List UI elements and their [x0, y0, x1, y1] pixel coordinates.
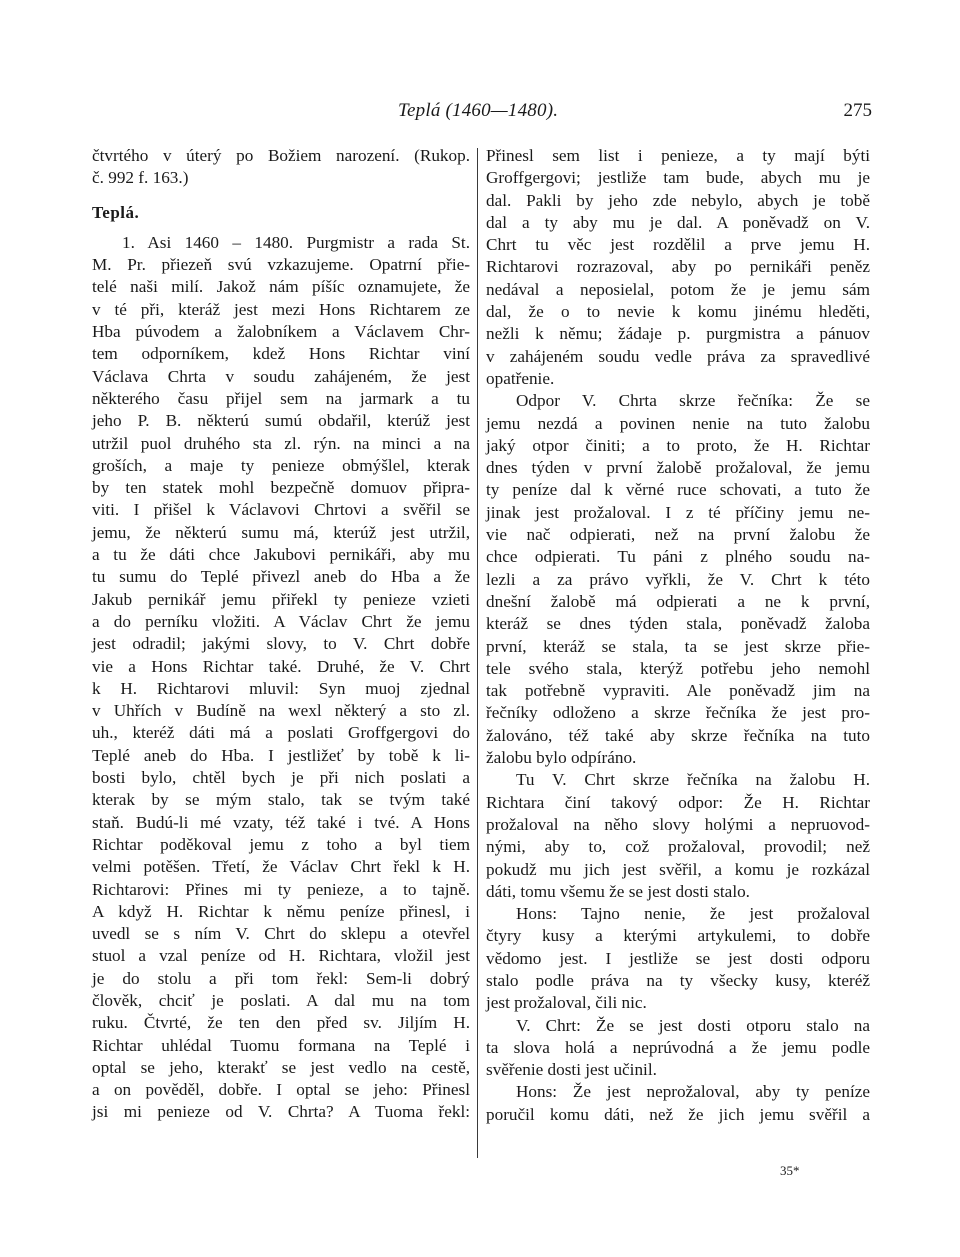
- text-line: Václava Chrta v soudu zahájeném, že jest: [92, 366, 470, 386]
- text-line: jsi mi penieze od V. Chrta? A Tuoma řekl:: [92, 1102, 470, 1122]
- left-column: [92, 145, 470, 1124]
- text-line: Groffgergovi; jestliže tam bude, abych mu je: [486, 168, 870, 188]
- text-line: v Uhřích v Budíně na wexl některý a sto zl.: [92, 701, 470, 721]
- text-line: člověk, chciť je poslati. A dal mu na tom: [92, 990, 470, 1010]
- text-line: ta slova holá a neprúvodná a že jemu podle: [486, 1037, 870, 1057]
- text-line: Odpor V. Chrta skrze řečníka: Že se: [516, 391, 870, 411]
- paragraph: [486, 145, 870, 390]
- text-line: žalobu bylo odpíráno.: [486, 748, 637, 768]
- text-line: dnes týden v první žalobě prožaloval, že jemu: [486, 458, 870, 478]
- paragraph: [486, 1081, 870, 1126]
- text-line: jaký otpor činiti; a to proto, že H. Richtar: [486, 435, 870, 455]
- paragraph: [486, 1015, 870, 1082]
- column-divider: [477, 148, 478, 1158]
- text-line: Tu V. Chrt skrze řečníka na žalobu H.: [516, 770, 870, 790]
- text-line: č. 992 f. 163.): [92, 168, 189, 188]
- text-line: žalováno, též také aby skrze řečníka na tuto: [486, 725, 870, 745]
- text-line: jemu nezdá a povinen nenie na tuto žalobu: [486, 413, 870, 433]
- paragraph: [486, 390, 870, 769]
- text-line: utržil puol druhého sta zl. rýn. na minci a na: [92, 433, 470, 453]
- text-line: některého času přijel sem na jarmark a tu: [92, 388, 470, 408]
- text-line: uvedl se s ním V. Chrt do sklepu a otevřel: [92, 924, 470, 944]
- text-line: ty peníze dal k věrné ruce schovati, a tuto že: [486, 480, 870, 500]
- text-line: Chrt tu věc jest rozdělil a prve jemu H.: [486, 235, 870, 255]
- text-line: k H. Richtarovi mluvil: Syn muoj zjednal: [92, 678, 470, 698]
- text-line: Hba púvodem a žalobníkem a Václavem Chr-: [92, 322, 470, 342]
- text-line: Richtarovi: Přines mi ty penieze, a to tajně.: [92, 879, 470, 899]
- text-line: stuol a vzal peníze od H. Richtara, vložil jest: [92, 946, 470, 966]
- text-line: dáti, tomu všemu že se jest dosti stalo.: [486, 881, 750, 901]
- text-line: jest odradil; jakými slovy, to V. Chrt dobře: [92, 634, 470, 654]
- text-line: vie a Hons Richtar také. Druhé, že V. Chrt: [92, 656, 470, 676]
- text-line: dal. Pakli by jeho zde nebylo, abych je tobě: [486, 190, 870, 210]
- text-line: svěřenie dosti jest učinil.: [486, 1060, 657, 1080]
- text-line: V. Chrt: Že se jest dosti otporu stalo na: [516, 1015, 870, 1035]
- paragraph: [486, 769, 870, 903]
- text-line: A když H. Richtar k němu peníze přinesl, i: [92, 901, 470, 921]
- text-line: tele svého stala, kterýž potřebu jeho nemohl: [486, 658, 870, 678]
- text-line: tem odporníkem, kdež Hons Richtar viní: [92, 344, 470, 364]
- text-line: pokudž mu jich jest svěřil, a komu je rozkázal: [486, 859, 870, 879]
- text-line: čtyry kusy a kterými artykulemi, to dobře: [486, 926, 870, 946]
- text-line: v té při, kteráž jest mezi Hons Richtarem ze: [92, 299, 470, 319]
- text-line: tu sumu do Teplé přivezl aneb do Hba a že: [92, 567, 470, 587]
- text-line: dal a ty aby mu je dal. A poněvadž on V.: [486, 212, 870, 232]
- text-line: nedával a neposielal, potom že je jemu sám: [486, 279, 870, 299]
- text-line: a tu že dáti chce Jakubovi pernikáři, aby mu: [92, 545, 470, 565]
- text-line: stalo podle práva na ty všecky kusy, kteréž: [486, 970, 870, 990]
- signature-mark: 35*: [780, 1163, 800, 1178]
- text-line: bosti bylo, chtěl bych je při nich poslati a: [92, 768, 470, 788]
- text-line: a do perníku vložiti. A Václav Chrt že jemu: [92, 611, 470, 631]
- text-line: velmi potěšen. Třetí, že Václav Chrt řekl k H.: [92, 857, 470, 877]
- text-line: první, kteráž se stala, ta se jest skrze přie-: [486, 636, 870, 656]
- text-line: tak potřebně vypraviti. Ale poněvadž jim na: [486, 681, 870, 701]
- text-line: viti. I přišel k Václavovi Chrtovi a svěřil se: [92, 500, 470, 520]
- text-line: v zahájeném soudu vedle práva za spravedlivé: [486, 346, 870, 366]
- right-column: [486, 145, 870, 1126]
- text-line: jinak jest prožaloval. I z té příčiny jemu ne-: [486, 502, 870, 522]
- text-line: lezli a za právo vyřkli, že V. Chrt k této: [486, 569, 870, 589]
- text-line: nými, aby to, což prožaloval, provodil; než: [486, 837, 870, 857]
- page-number: 275: [843, 100, 872, 121]
- text-line: chce odpierati. Tu páni z plného soudu na-: [486, 547, 870, 567]
- text-line: Richtara činí takový odpor: Že H. Richtar: [486, 792, 870, 812]
- text-line: dnešní žalobě má odpierati a ne k první,: [486, 591, 870, 611]
- text-line: vie nač odpierati, než na první žalobu že: [486, 525, 870, 545]
- text-line: Richtarovi rozrazoval, aby po pernikáři peněz: [486, 257, 870, 277]
- text-line: staň. Budú-li mé vzaty, též také i tvé. A Hons: [92, 812, 470, 832]
- text-line: opatřenie.: [486, 368, 555, 388]
- text-line: prožaloval na něho slovy holými a nepruovod-: [486, 814, 870, 834]
- running-title: Teplá (1460—1480).: [398, 100, 559, 121]
- running-head: [0, 100, 960, 130]
- left-body: [92, 232, 470, 1124]
- text-line: jemu, že některú sumu má, kterúž jest utržil,: [92, 522, 470, 542]
- text-line: ruku. Čtvrté, že ten den před sv. Jiljím H.: [92, 1013, 470, 1033]
- text-line: Teplé aneb do Hba. I jestližeť by tobě k li-: [92, 745, 470, 765]
- text-line: groších, a maje ty penieze obmýšlel, kterak: [92, 455, 470, 475]
- text-line: vědomo jest. I jestliže se jest dosti odporu: [486, 948, 870, 968]
- text-line: jest prožaloval, čili nic.: [486, 993, 647, 1013]
- text-line: Jakub pernikář jemu přiřekl ty penieze vzieti: [92, 589, 470, 609]
- text-line: Richtar uhlédal Tuomu formana na Teplé i: [92, 1035, 470, 1055]
- text-line: M. Pr. přiezeň svú vzkazujeme. Opatrní přie-: [92, 255, 470, 275]
- text-line: Přinesl sem list i penieze, a ty mají býti: [486, 146, 870, 165]
- text-line: 1. Asi 1460 – 1480. Purgmistr a rada St.: [122, 232, 470, 252]
- text-line: čtvrtého v úterý po Božiem narození. (Rukop.: [92, 146, 470, 165]
- text-line: telé naši milí. Jakož nám píšíc oznamujete, že: [92, 277, 470, 297]
- text-line: řečníky odloženo a skrze řečníka že jest pro-: [486, 703, 870, 723]
- text-line: kteráž se dnes týden stala, poněvadž žaloba: [486, 614, 870, 634]
- text-line: a on pověděl, dobře. I optal se jeho: Přinesl: [92, 1080, 470, 1100]
- text-line: Richtar poděkoval jemu z toho a byl tiem: [92, 834, 470, 854]
- text-line: nežli k němu; žádaje p. purgmistra a pánuov: [486, 324, 870, 344]
- text-line: by ten statek mohl bezpečně domuov připra-: [92, 478, 470, 498]
- text-line: kterak by se mým stalo, tak se tvým také: [92, 790, 470, 810]
- paragraph: [486, 903, 870, 1014]
- text-line: poručil komu dáti, než že jich jemu svěřil a: [486, 1104, 870, 1124]
- text-line: jeho P. B. některú sumú obdařil, kterúž jest: [92, 411, 470, 431]
- text-line: je do stolu a při tom řekl: Sem-li dobrý: [92, 968, 470, 988]
- text-line: uh., kteréž dáti má a poslati Groffgergovi do: [92, 723, 470, 743]
- text-line: Hons: Že jest neprožaloval, aby ty peníze: [516, 1082, 870, 1102]
- text-line: dal, že o to nevie k komu jinému hleděti,: [486, 302, 870, 322]
- text-line: optal se jeho, kterakť se jest vedlo na cestě,: [92, 1057, 470, 1077]
- text-line: Hons: Tajno nenie, že jest prožaloval: [516, 904, 870, 924]
- section-heading: Teplá.: [92, 202, 140, 222]
